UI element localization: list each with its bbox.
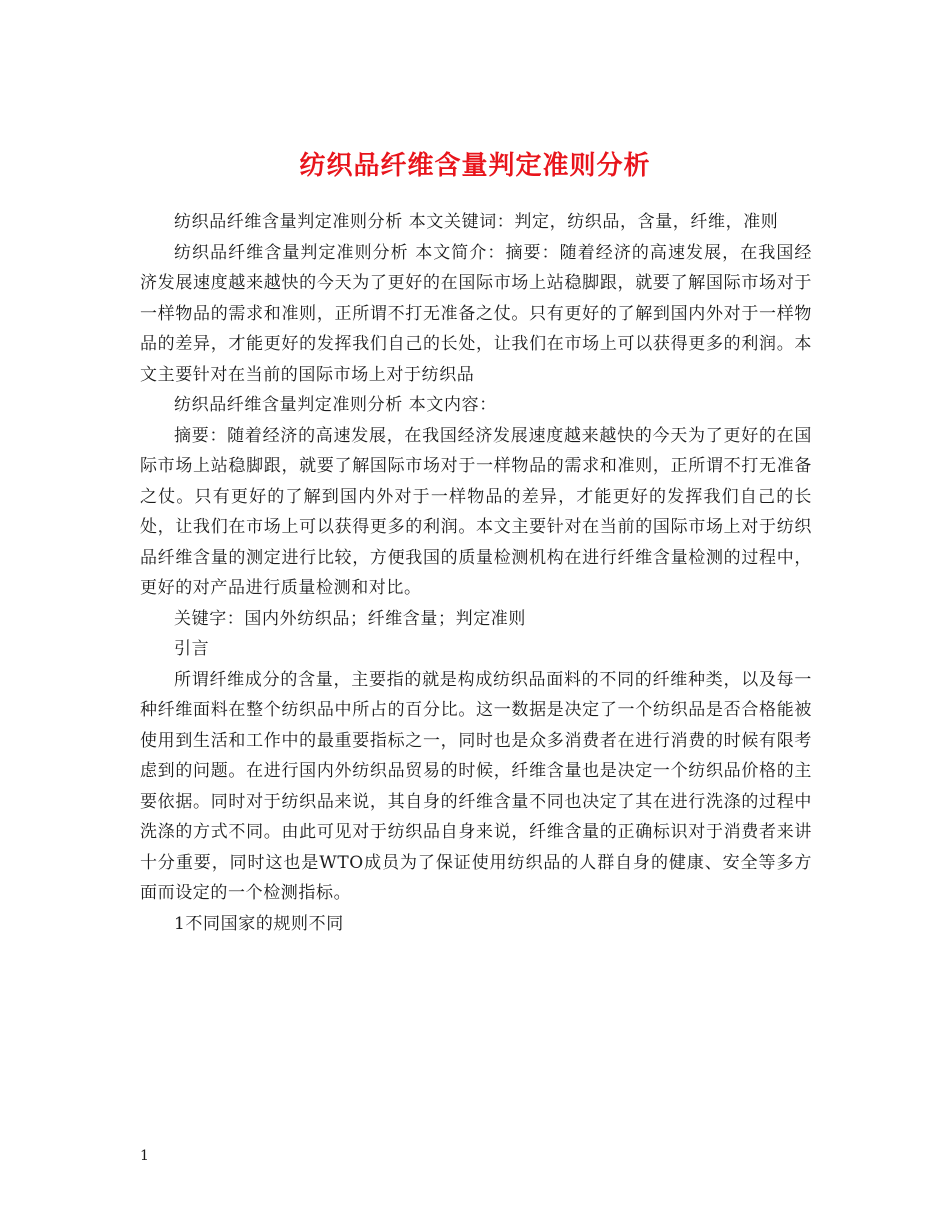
document-body [140, 207, 812, 939]
paragraph-content-heading: 纺织品纤维含量判定准则分析 本文内容： [174, 395, 497, 415]
document-title: 纺织品纤维含量判定准则分析 [299, 151, 651, 182]
paragraph-keywords: 关键字：国内外纺织品；纤维含量；判定准则 [174, 608, 526, 629]
section-heading-introduction: 引言 [174, 639, 210, 659]
paragraph-keywords-intro: 纺织品纤维含量判定准则分析 本文关键词：判定，纺织品，含量，纤维，准则 [174, 212, 779, 232]
page-number: 1 [140, 1148, 149, 1164]
section-heading-1: 1不同国家的规则不同 [174, 913, 344, 934]
paragraph-summary-intro: 纺织品纤维含量判定准则分析 本文简介：摘要：随着经济的高速发展，在我国经济发展速度越来越快的今天为了更好的在国际市场上站稳脚跟，就要了解国际市场对于一样物品的需求和准则，正所谓不打无准备之仗。只有更好的了解到国内外对于一样物品的差异，才能更好的发挥我们自己的长处，让我们在市场上可以获得更多的利润。本文主要针对在当前的国际市场上对于纺织品 [140, 242, 812, 385]
paragraph-introduction: 所谓纤维成分的含量，主要指的就是构成纺织品面料的不同的纤维种类，以及每一种纤维面料在整个纺织品中所占的百分比。这一数据是决定了一个纺织品是否合格能被使用到生活和工作中的最重要指标之一，同时也是众多消费者在进行消费的时候有限考虑到的问题。在进行国内外纺织品贸易的时候，纤维含量也是决定一个纺织品价格的主要依据。同时对于纺织品来说，其自身的纤维含量不同也决定了其在进行洗涤的过程中洗涤的方式不同。由此可见对于纺织品自身来说，纤维含量的正确标识对于消费者来讲十分重要，同时这也是WTO成员为了保证使用纺织品的人群自身的健康、安全等多方面而设定的一个检测指标。 [140, 669, 812, 903]
paragraph-abstract: 摘要：随着经济的高速发展，在我国经济发展速度越来越快的今天为了更好的在国际市场上站稳脚跟，就要了解国际市场对于一样物品的需求和准则，正所谓不打无准备之仗。只有更好的了解到国内外对于一样物品的差异，才能更好的发挥我们自己的长处，让我们在市场上可以获得更多的利润。本文主要针对在当前的国际市场上对于纺织品纤维含量的测定进行比较，方便我国的质量检测机构在进行纤维含量检测的过程中，更好的对产品进行质量检测和对比。 [140, 425, 812, 598]
